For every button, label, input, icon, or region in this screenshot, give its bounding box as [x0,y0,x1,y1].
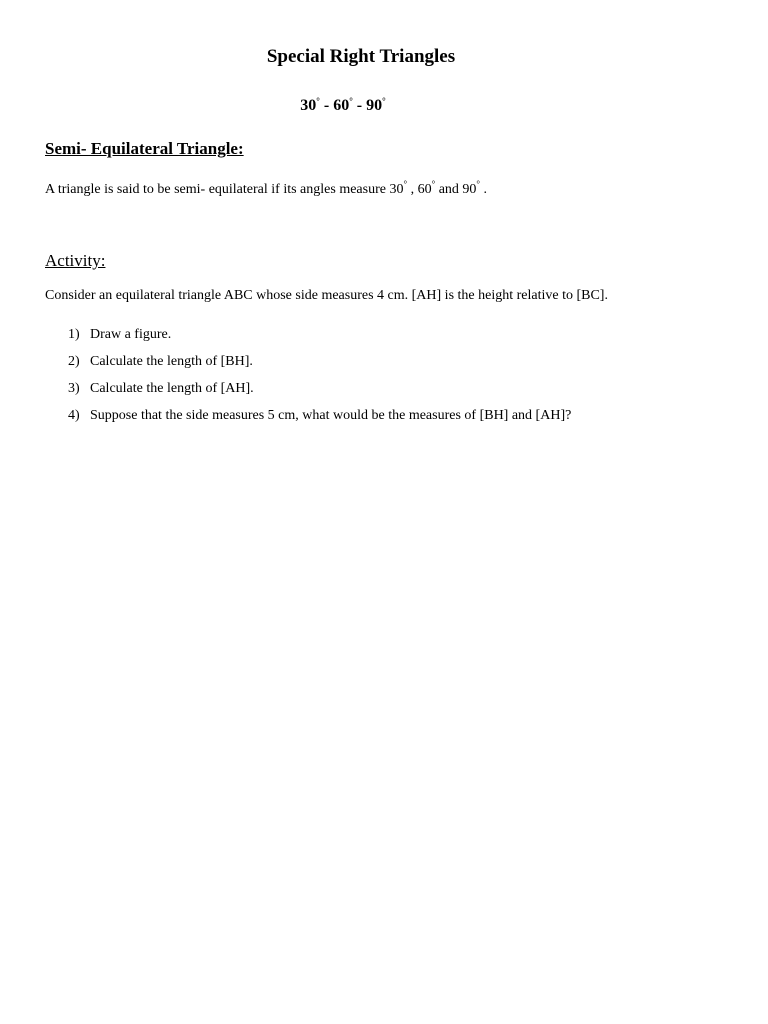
definition-text: , 60 [407,182,432,197]
section-heading: Semi- Equilateral Triangle: [45,139,244,158]
definition-text: and 90 [435,182,477,197]
degree-symbol: ° [349,96,353,106]
activity-heading: Activity: [45,251,106,270]
task-number: 4) [68,408,80,423]
definition-text: A triangle is said to be semi- equilateral if its angles measure 30 [45,182,404,197]
degree-symbol: ° [403,179,408,189]
list-item [68,380,571,407]
activity-intro: Consider an equilateral triangle ABC whose side measures 4 cm. [AH] is the height relative to [BC]. [45,288,608,303]
task-text: Suppose that the side measures 5 cm, what would be the measures of [BH] and [AH]? [90,408,572,423]
degree-symbol: ° [431,179,436,189]
angle-subtitle [0,96,686,115]
angle-90: - 90 [352,97,383,114]
task-text: Calculate the length of [BH]. [90,354,253,369]
page-title: Special Right Triangles [266,46,456,67]
definition-text: . [480,182,488,197]
task-text: Calculate the length of [AH]. [90,381,254,396]
task-number: 1) [68,327,80,342]
task-number: 2) [68,354,80,369]
degree-symbol: ° [476,179,481,189]
list-item [68,407,571,434]
task-number: 3) [68,381,80,396]
angle-30: 30 [300,97,317,114]
task-list [68,326,571,434]
task-text: Draw a figure. [90,327,172,342]
angle-60: - 60 [319,97,350,114]
degree-symbol: ° [316,96,320,106]
degree-symbol: ° [382,96,386,106]
list-item [68,353,571,380]
list-item [68,326,571,353]
definition-paragraph [45,179,487,198]
